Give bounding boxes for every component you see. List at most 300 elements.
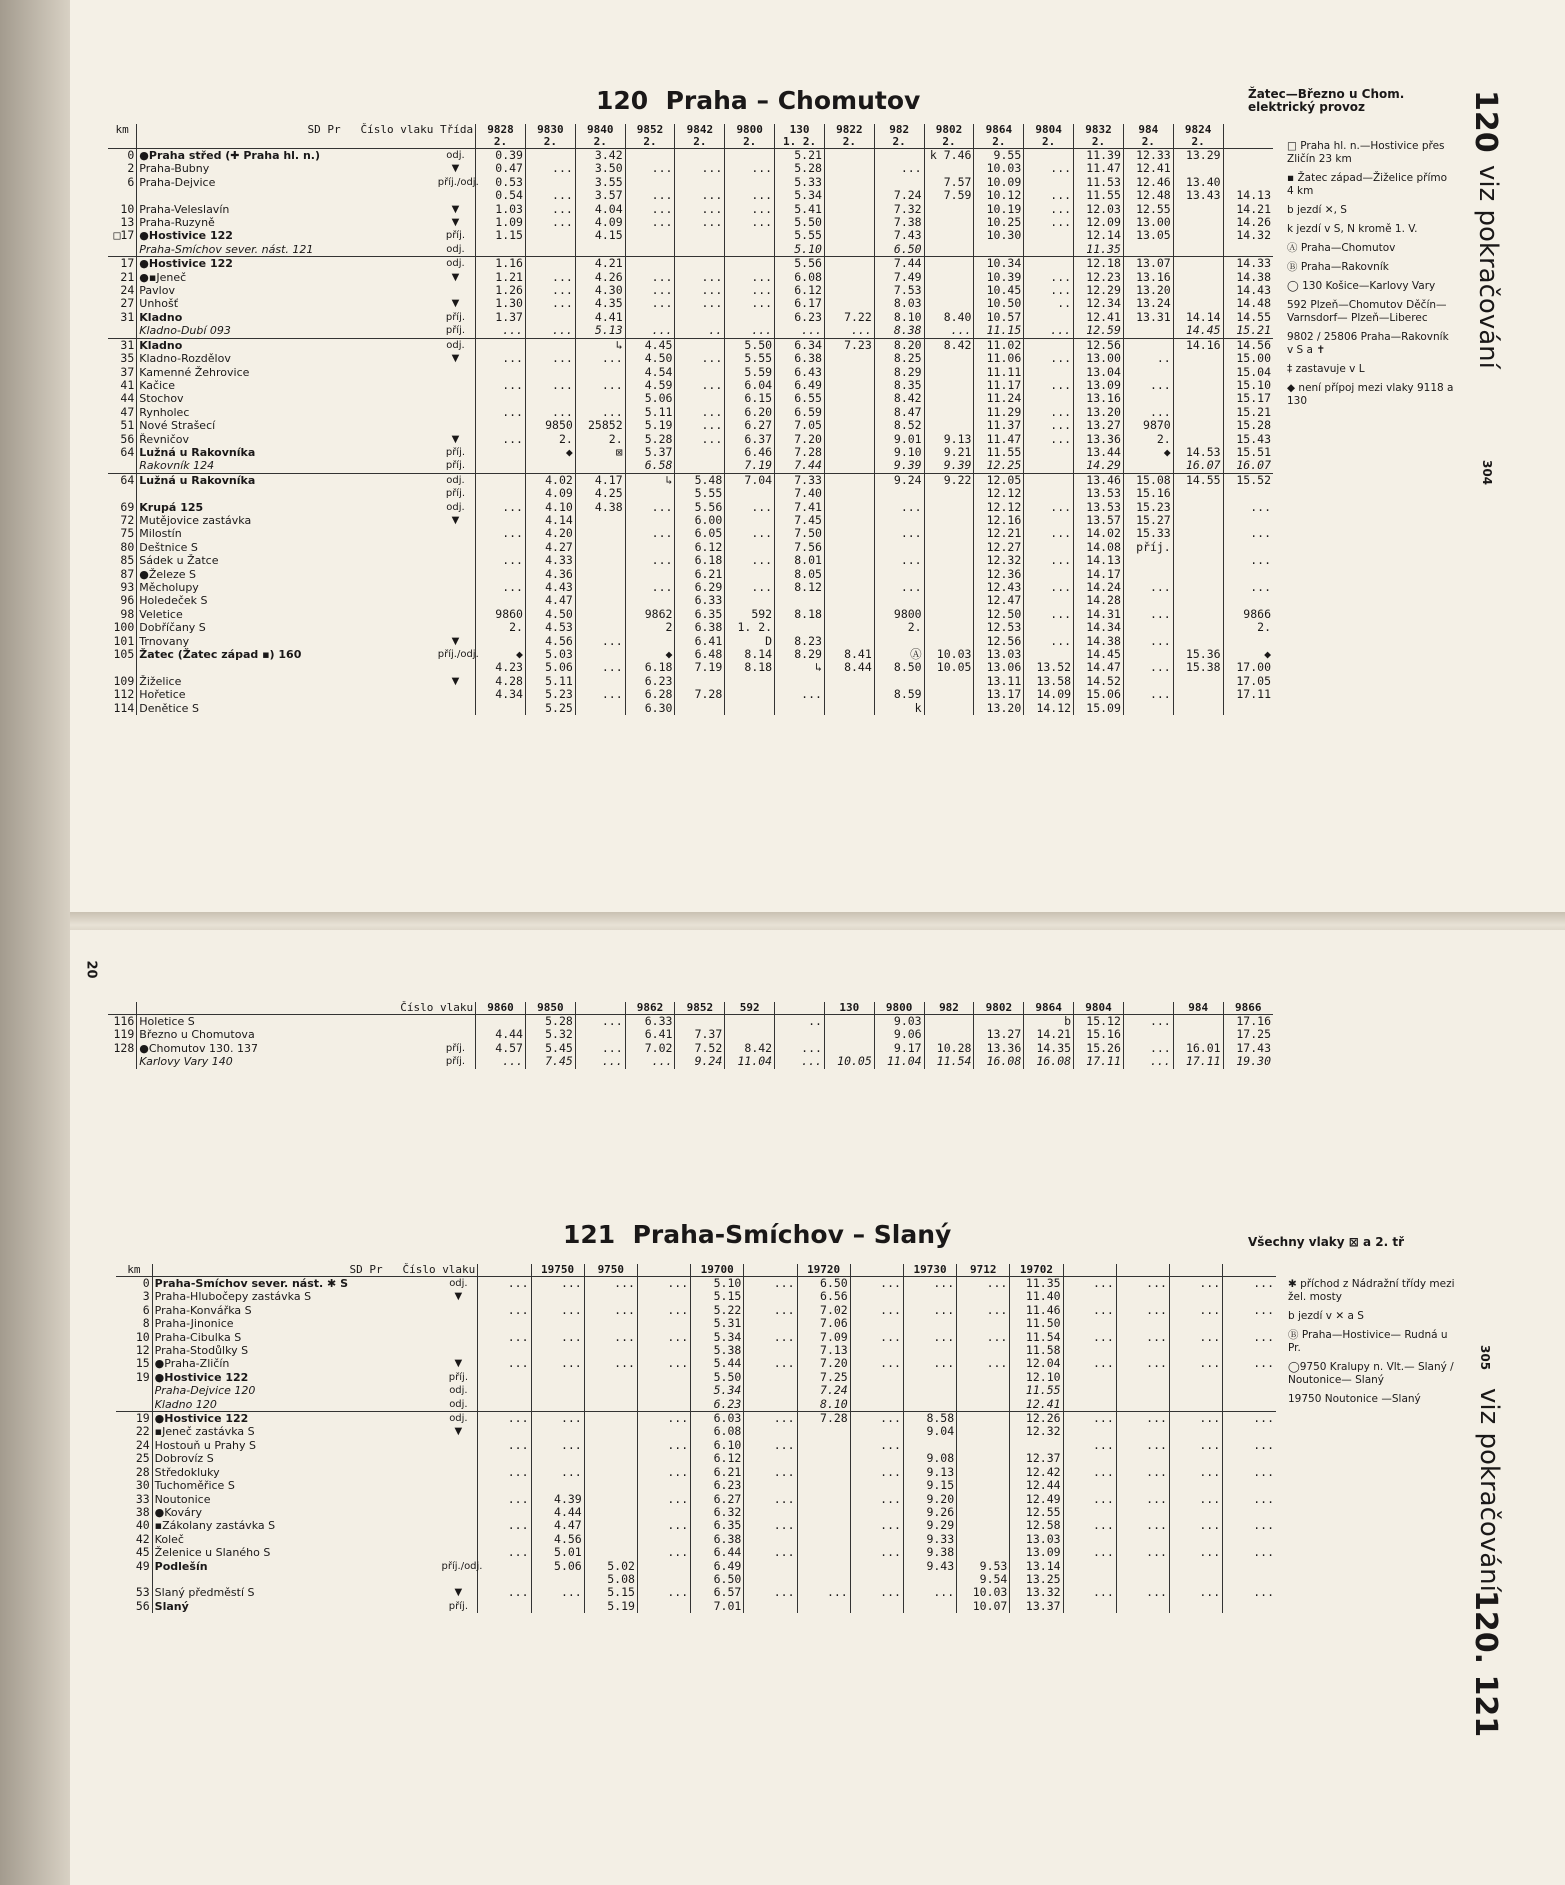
km-cell: 101	[113, 633, 135, 648]
time-cell: 6.49	[775, 379, 825, 392]
time-cell	[824, 1015, 874, 1029]
time-cell: 6.23	[691, 1398, 744, 1412]
timetable-row	[108, 379, 1273, 392]
time-cell: ...	[1116, 1412, 1169, 1426]
train-number: 9830	[537, 123, 564, 136]
time-cell: ...	[903, 1304, 956, 1317]
time-cell	[725, 149, 775, 163]
time-cell	[476, 635, 526, 648]
time-cell: 11.04	[725, 1055, 775, 1068]
time-cell: 7.24	[797, 1384, 850, 1397]
time-cell	[824, 284, 874, 297]
time-cell: ...	[725, 554, 775, 567]
train-number-header	[637, 1264, 690, 1277]
timetable-row	[108, 433, 1273, 446]
time-cell: 9.06	[874, 1028, 924, 1041]
time-cell	[1024, 541, 1074, 554]
time-cell: 9.10	[874, 446, 924, 459]
km-cell: 35	[120, 351, 135, 366]
km-cell: 27	[120, 296, 135, 311]
time-cell	[1024, 487, 1074, 500]
time-cell: ...	[478, 1331, 531, 1344]
time-cell: 9800	[874, 608, 924, 621]
time-cell	[1223, 1371, 1276, 1384]
time-cell: 10.25	[974, 216, 1024, 229]
time-cell: ...	[1223, 1586, 1276, 1599]
time-cell: ...	[1223, 501, 1273, 514]
time-cell: 9862	[625, 608, 675, 621]
time-cell: ...	[957, 1277, 1010, 1291]
time-cell: 11.04	[874, 1055, 924, 1068]
time-cell: 4.09	[575, 216, 625, 229]
time-cell	[625, 541, 675, 554]
time-cell	[957, 1493, 1010, 1506]
km-cell: 19	[135, 1369, 150, 1384]
time-cell: ...	[1024, 284, 1074, 297]
station-name: Kladno	[137, 338, 436, 352]
time-cell: ...	[1024, 162, 1074, 175]
time-cell	[744, 1533, 797, 1546]
time-cell	[575, 527, 625, 540]
time-cell	[850, 1600, 903, 1613]
time-cell	[924, 594, 974, 607]
time-cell	[584, 1439, 637, 1452]
time-cell: 4.27	[525, 541, 575, 554]
station-name: Měcholupy	[137, 581, 436, 594]
time-cell: ...	[1024, 433, 1074, 446]
time-cell: ...	[637, 1277, 690, 1291]
time-cell	[531, 1384, 584, 1397]
time-cell: 5.41	[775, 203, 825, 216]
time-cell: 5.34	[691, 1331, 744, 1344]
timetable-row	[108, 541, 1273, 554]
time-cell: 5.15	[584, 1586, 637, 1599]
arrival-departure-mark: příj./odj.	[437, 649, 479, 661]
station-name: Praha-Dejvice 120	[152, 1384, 439, 1397]
time-cell: 7.53	[874, 284, 924, 297]
arrival-departure-mark	[436, 366, 476, 379]
arrival-departure-mark	[436, 594, 476, 607]
time-cell: 5.37	[625, 446, 675, 459]
time-cell	[584, 1344, 637, 1357]
time-cell: 13.27	[1074, 419, 1124, 432]
km-cell	[116, 1573, 152, 1586]
time-cell	[744, 1398, 797, 1412]
time-cell	[1169, 1533, 1222, 1546]
time-cell	[1123, 621, 1173, 634]
time-cell: ..	[1024, 297, 1074, 310]
station-name: Dobříčany S	[137, 621, 436, 634]
time-cell	[575, 541, 625, 554]
time-cell	[850, 1452, 903, 1465]
time-cell	[824, 554, 874, 567]
time-cell: 12.27	[974, 541, 1024, 554]
time-cell	[1223, 243, 1273, 257]
time-cell: ...	[797, 1586, 850, 1599]
time-cell: 4.41	[575, 311, 625, 324]
timetable-row	[116, 1290, 1276, 1303]
arrival-departure-mark: odj.	[449, 1385, 468, 1397]
time-cell	[824, 229, 874, 242]
timetable-row	[116, 1493, 1276, 1506]
time-cell: ...	[744, 1331, 797, 1344]
train-class: 2.	[743, 135, 757, 148]
time-cell: 12.21	[974, 527, 1024, 540]
time-cell	[637, 1479, 690, 1492]
time-cell: 1.16	[476, 257, 526, 271]
time-cell	[575, 621, 625, 634]
time-cell: 12.53	[974, 621, 1024, 634]
time-cell: 12.12	[974, 501, 1024, 514]
time-cell	[1173, 568, 1223, 581]
time-cell: 4.17	[575, 473, 625, 487]
time-cell: 12.55	[1010, 1506, 1063, 1519]
time-cell	[1173, 554, 1223, 567]
arrival-departure-mark: příj.	[445, 1042, 466, 1054]
km-cell: 80	[120, 539, 135, 554]
timetable-row	[108, 554, 1273, 567]
train-number-header	[1123, 1002, 1173, 1015]
time-cell: ...	[478, 1277, 531, 1291]
time-cell: 7.45	[525, 1055, 575, 1068]
time-cell: ...	[625, 297, 675, 310]
time-cell: ...	[775, 1055, 825, 1068]
timetable-row	[108, 635, 1273, 648]
time-cell: ◆	[1123, 446, 1173, 459]
time-cell	[575, 554, 625, 567]
time-cell	[744, 1573, 797, 1586]
station-name: Praha-Veleslavín	[137, 203, 436, 216]
time-cell: 15.00	[1223, 352, 1273, 365]
arrival-departure-mark: ▼	[451, 271, 460, 283]
time-cell	[744, 1506, 797, 1519]
timetable-row	[116, 1412, 1276, 1426]
arrival-departure-mark	[440, 1533, 478, 1546]
time-cell	[824, 459, 874, 473]
time-cell: ...	[637, 1586, 690, 1599]
arrival-departure-mark: odj.	[446, 243, 465, 255]
time-cell	[775, 621, 825, 634]
train-number-header	[625, 124, 675, 149]
train-number-header	[531, 1264, 584, 1277]
time-cell: 17.05	[1223, 675, 1273, 688]
timetable-row	[108, 568, 1273, 581]
train-number-header	[924, 1002, 974, 1015]
train-number-header	[1173, 1002, 1223, 1015]
time-cell	[1063, 1371, 1116, 1384]
time-cell: 4.26	[575, 271, 625, 284]
time-cell: 1.03	[476, 203, 526, 216]
arrival-departure-mark: ▼	[451, 163, 460, 175]
time-cell: ...	[957, 1304, 1010, 1317]
time-cell: ...	[584, 1277, 637, 1291]
time-cell: 12.50	[974, 608, 1024, 621]
time-cell	[1123, 459, 1173, 473]
time-cell	[478, 1398, 531, 1412]
time-cell	[478, 1452, 531, 1465]
time-cell: ...	[531, 1466, 584, 1479]
train-number-header	[584, 1264, 637, 1277]
km-cell	[108, 661, 137, 674]
time-cell	[924, 514, 974, 527]
time-cell	[1173, 271, 1223, 284]
time-cell	[824, 702, 874, 715]
time-cell	[797, 1506, 850, 1519]
footnote: ◯ 130 Košice—Karlovy Vary	[1287, 280, 1436, 292]
time-cell	[584, 1290, 637, 1303]
time-cell: ...	[1223, 1466, 1276, 1479]
time-cell: 11.15	[974, 324, 1024, 338]
time-cell: ...	[1116, 1493, 1169, 1506]
time-cell: 10.39	[974, 271, 1024, 284]
arrival-departure-mark: ▼	[454, 1587, 463, 1599]
station-name: Praha-Stodůlky S	[152, 1344, 439, 1357]
arrival-departure-mark: odj.	[440, 1412, 478, 1426]
time-cell: 8.20	[874, 338, 924, 352]
station-name: Kačice	[137, 379, 436, 392]
time-cell: ...	[1116, 1304, 1169, 1317]
time-cell: 13.31	[1123, 311, 1173, 324]
time-cell	[903, 1317, 956, 1330]
km-cell: 3	[142, 1289, 150, 1304]
time-cell	[525, 149, 575, 163]
timetable-number: 121	[563, 1220, 616, 1249]
time-cell: 25852	[575, 419, 625, 432]
time-cell: 13.46	[1074, 473, 1124, 487]
time-cell	[824, 352, 874, 365]
time-cell	[725, 257, 775, 271]
train-number: 19750	[541, 1263, 575, 1276]
time-cell: 0.54	[476, 189, 526, 202]
time-cell	[531, 1317, 584, 1330]
time-cell: 9.17	[874, 1042, 924, 1055]
time-cell	[476, 446, 526, 459]
time-cell: ...	[1169, 1304, 1222, 1317]
time-cell: 13.14	[1010, 1560, 1063, 1573]
time-cell	[575, 1028, 625, 1041]
time-cell: ...	[1123, 688, 1173, 701]
train-number-header	[675, 124, 725, 149]
km-cell: 75	[120, 526, 135, 541]
time-cell	[637, 1560, 690, 1573]
time-cell: 7.22	[824, 311, 874, 324]
time-cell: 8.14	[725, 648, 775, 661]
time-cell: 5.55	[675, 487, 725, 500]
train-class: 1. 2.	[782, 135, 817, 148]
time-cell	[637, 1344, 690, 1357]
time-cell: 8.29	[775, 648, 825, 661]
time-cell: ...	[725, 324, 775, 338]
time-cell: ...	[531, 1439, 584, 1452]
train-number: 982	[939, 1001, 959, 1014]
train-number-header	[1074, 1002, 1124, 1015]
time-cell	[476, 702, 526, 715]
time-cell	[637, 1425, 690, 1438]
time-cell: 11.55	[1010, 1384, 1063, 1397]
timetable-row	[116, 1304, 1276, 1317]
time-cell: 7.44	[775, 459, 825, 473]
time-cell: 7.59	[924, 189, 974, 202]
train-number: 9850	[537, 1001, 564, 1014]
arrival-departure-mark: příj.	[445, 230, 466, 242]
time-cell: 12.56	[974, 635, 1024, 648]
time-cell: k	[874, 702, 924, 715]
time-cell: 9850	[525, 419, 575, 432]
time-cell	[824, 433, 874, 446]
time-cell: 15.52	[1223, 473, 1273, 487]
time-cell	[531, 1452, 584, 1465]
time-cell: 6.21	[691, 1466, 744, 1479]
time-cell	[725, 594, 775, 607]
time-cell	[1173, 366, 1223, 379]
time-cell: 1.26	[476, 284, 526, 297]
time-cell: ...	[625, 216, 675, 229]
time-cell	[824, 487, 874, 500]
time-cell: 15.16	[1123, 487, 1173, 500]
time-cell: 6.46	[725, 446, 775, 459]
time-cell	[725, 176, 775, 189]
time-cell	[957, 1425, 1010, 1438]
time-cell: ...	[1063, 1277, 1116, 1291]
arrival-departure-mark	[436, 541, 476, 554]
time-cell	[625, 635, 675, 648]
time-cell	[824, 446, 874, 459]
time-cell: ◆	[525, 446, 575, 459]
km-cell: 33	[135, 1491, 150, 1506]
time-cell: ...	[744, 1466, 797, 1479]
time-cell: ...	[744, 1546, 797, 1559]
time-cell: 6.37	[725, 433, 775, 446]
time-cell	[775, 594, 825, 607]
station-name: Praha-Jinonice	[152, 1317, 439, 1330]
time-cell	[824, 514, 874, 527]
train-number-header	[525, 1002, 575, 1015]
time-cell: ...	[744, 1519, 797, 1532]
time-cell: 8.42	[874, 392, 924, 405]
column-header-train-number: Číslo vlaku	[400, 1001, 474, 1014]
time-cell: ...	[1223, 1546, 1276, 1559]
km-cell: 128	[113, 1040, 135, 1055]
time-cell	[478, 1573, 531, 1586]
time-cell: 9.33	[903, 1533, 956, 1546]
time-cell: 14.31	[1074, 608, 1124, 621]
train-number: 9750	[597, 1263, 625, 1276]
time-cell	[1223, 1479, 1276, 1492]
time-cell: 15.43	[1223, 433, 1273, 446]
timetable-row	[108, 216, 1273, 229]
time-cell: 9.53	[957, 1560, 1010, 1573]
time-cell	[1173, 527, 1223, 540]
time-cell: 11.54	[924, 1055, 974, 1068]
time-cell: ...	[1024, 216, 1074, 229]
time-cell: ..	[675, 324, 725, 338]
time-cell: 14.29	[1074, 459, 1124, 473]
time-cell: 9.13	[903, 1466, 956, 1479]
time-cell	[637, 1506, 690, 1519]
time-cell: 13.09	[1010, 1546, 1063, 1559]
time-cell: 13.27	[974, 1028, 1024, 1041]
time-cell: 15.36	[1173, 648, 1223, 661]
time-cell	[924, 1015, 974, 1029]
arrival-departure-mark: příj.	[445, 488, 466, 500]
time-cell: 9.39	[874, 459, 924, 473]
time-cell: 6.59	[775, 406, 825, 419]
time-cell: 13.00	[1074, 352, 1124, 365]
time-cell	[924, 635, 974, 648]
time-cell	[1223, 1290, 1276, 1303]
station-name: Slaný předměstí S	[152, 1586, 439, 1599]
timetable-121-header-note: Všechny vlaky ⊠ a 2. tř	[1248, 1235, 1405, 1249]
time-cell: ...	[531, 1304, 584, 1317]
time-cell	[1024, 257, 1074, 271]
time-cell: ...	[903, 1277, 956, 1291]
time-cell	[625, 487, 675, 500]
time-cell	[1173, 1015, 1223, 1029]
time-cell: 5.21	[775, 149, 825, 163]
time-cell	[1024, 459, 1074, 473]
time-cell: 13.03	[1010, 1533, 1063, 1546]
time-cell: 12.18	[1074, 257, 1124, 271]
time-cell: 12.09	[1074, 216, 1124, 229]
time-cell	[1063, 1384, 1116, 1397]
time-cell: 15.33	[1123, 527, 1173, 540]
train-number-header	[903, 1264, 956, 1277]
time-cell: 5.15	[691, 1290, 744, 1303]
time-cell: 4.30	[575, 284, 625, 297]
train-number: 9802	[985, 1001, 1013, 1014]
time-cell: ...	[744, 1412, 797, 1426]
arrival-departure-mark	[436, 661, 476, 674]
time-cell: 4.43	[525, 581, 575, 594]
timetable-row	[116, 1519, 1276, 1532]
time-cell	[824, 675, 874, 688]
time-cell: 9.54	[957, 1573, 1010, 1586]
time-cell: 17.16	[1223, 1015, 1273, 1029]
time-cell: ...	[903, 1331, 956, 1344]
time-cell: 8.59	[874, 688, 924, 701]
time-cell	[1116, 1371, 1169, 1384]
station-name: Praha-Bubny	[137, 162, 436, 175]
time-cell	[1063, 1344, 1116, 1357]
time-cell: ...	[744, 1277, 797, 1291]
station-name: Praha-Cibulka S	[152, 1331, 439, 1344]
train-number-header	[575, 1002, 625, 1015]
time-cell	[1024, 446, 1074, 459]
time-cell: ...	[725, 189, 775, 202]
time-cell: ...	[1169, 1546, 1222, 1559]
time-cell: 6.49	[691, 1560, 744, 1573]
time-cell	[725, 311, 775, 324]
time-cell	[476, 366, 526, 379]
time-cell: 7.57	[924, 176, 974, 189]
time-cell	[903, 1290, 956, 1303]
station-name: Lužná u Rakovníka	[137, 446, 436, 459]
time-cell: 8.38	[874, 324, 924, 338]
train-number: 9804	[1085, 1001, 1112, 1014]
time-cell	[924, 379, 974, 392]
time-cell	[850, 1344, 903, 1357]
time-cell	[824, 635, 874, 648]
time-cell: 4.28	[476, 675, 526, 688]
time-cell: ...	[1116, 1277, 1169, 1291]
time-cell: 12.44	[1010, 1479, 1063, 1492]
column-header-km: km	[108, 124, 137, 149]
time-cell	[675, 243, 725, 257]
time-cell: 10.30	[974, 229, 1024, 242]
time-cell: 13.58	[1024, 675, 1074, 688]
time-cell	[1169, 1398, 1222, 1412]
time-cell: ...	[850, 1304, 903, 1317]
